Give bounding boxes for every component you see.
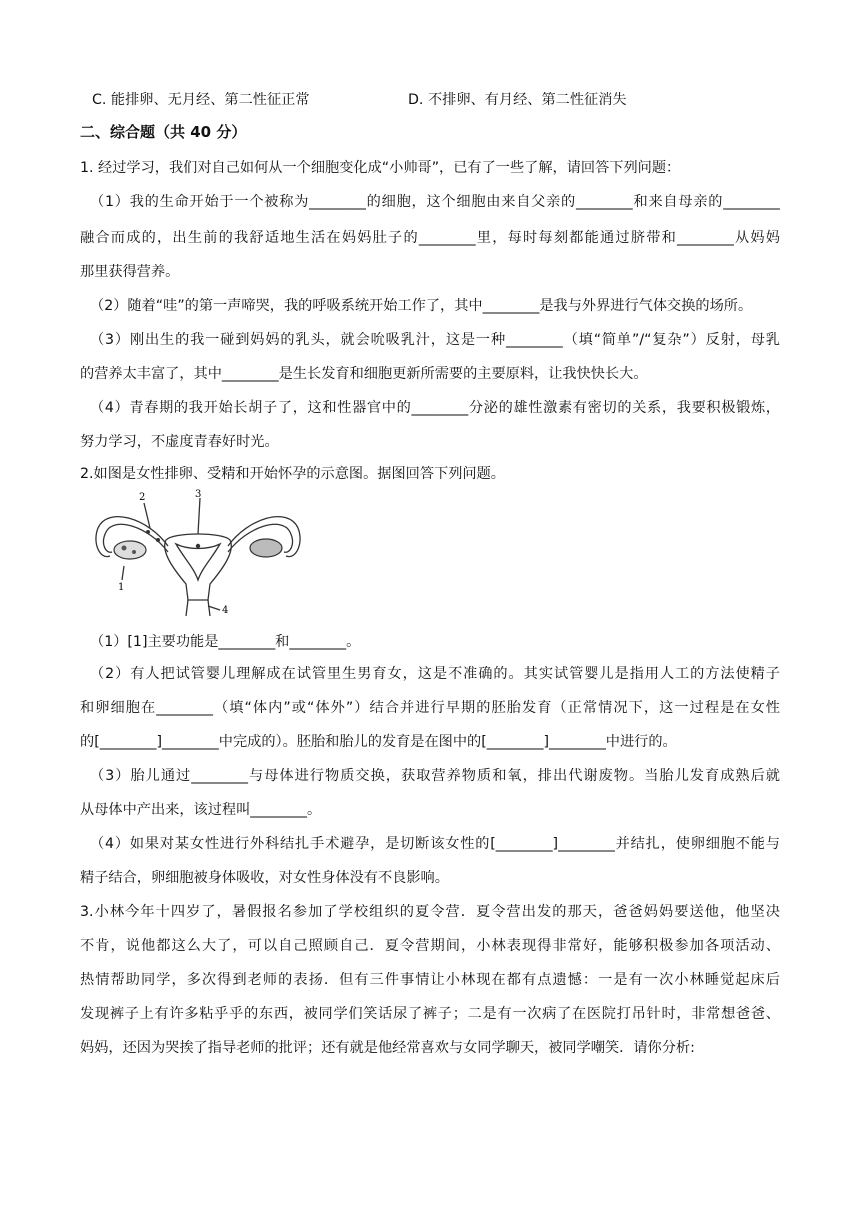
figure-label-3: 3 <box>195 489 202 500</box>
q1-part1-line3: 那里获得营养。 <box>80 264 180 280</box>
q2-part2-line1: （2）有人把试管婴儿理解成在试管里生男育女，这是不准确的。其实试管婴儿是指用人工的方法使精子 <box>90 666 780 682</box>
q3-line4: 发现裤子上有许多粘乎乎的东西，被同学们笑话尿了裤子；二是有一次病了在医院打吊针时，非常想爸爸、 <box>80 1006 780 1022</box>
female-reproductive-system-figure <box>88 488 310 620</box>
q1-part1-line2: 融合而成的，出生前的我舒适地生活在妈妈肚子的________里，每时每刻都能通过脐带和________从妈妈 <box>80 230 780 246</box>
q2-part2-line3: 的[________]________中完成的）。胚胎和胎儿的发育是在图中的[________]________中进行的。 <box>80 734 677 750</box>
section-title: 二、综合题（共 40 分） <box>80 123 247 141</box>
q2-stem: 2.如图是女性排卵、受精和开始怀孕的示意图。据图回答下列问题。 <box>80 466 505 482</box>
q2-part3-line1: （3）胎儿通过________与母体进行物质交换，获取营养物质和氧，排出代谢废物。当胎儿发育成熟后就 <box>90 768 780 784</box>
q1-part4-line2: 努力学习，不虚度青春好时光。 <box>80 434 279 450</box>
q2-part1: （1）[1]主要功能是________和________。 <box>90 634 361 650</box>
q2-part4-line2: 精子结合，卵细胞被身体吸收，对女性身体没有不良影响。 <box>80 870 449 886</box>
q2-part4-line1: （4）如果对某女性进行外科结扎手术避孕，是切断该女性的[________]________并结扎，使卵细胞不能与 <box>90 836 780 852</box>
q3-line1: 3.小林今年十四岁了，暑假报名参加了学校组织的夏令营．夏令营出发的那天，爸爸妈妈要送他，他坚决 <box>80 904 780 920</box>
right-ovary <box>250 539 282 557</box>
vagina <box>186 600 210 616</box>
option-d: D. 不排卵、有月经、第二性征消失 <box>408 92 627 108</box>
q1-stem: 1. 经过学习，我们对自己如何从一个细胞变化成“小帅哥”，已有了一些了解，请回答下列问题： <box>80 160 681 176</box>
q1-part3-line2: 的营养太丰富了，其中________是生长发育和细胞更新所需要的主要原料，让我快快长大。 <box>80 366 648 382</box>
option-c: C. 能排卵、无月经、第二性征正常 <box>92 92 310 108</box>
q2-part3-line2: 从母体中产出来，该过程叫________。 <box>80 802 322 818</box>
figure-label-4: 4 <box>222 605 229 616</box>
left-ovary <box>114 541 146 559</box>
q1-part1-line1: （1）我的生命开始于一个被称为________的细胞，这个细胞由来自父亲的________和来自母亲的________ <box>90 194 780 210</box>
q3-line3: 热情帮助同学，多次得到老师的表扬．但有三件事情让小林现在都有点遗憾：一是有一次小林睡觉起床后 <box>80 972 780 988</box>
figure-label-2: 2 <box>139 492 146 503</box>
figure-label-1: 1 <box>118 582 125 593</box>
q3-line5: 妈妈，还因为哭挨了指导老师的批评；还有就是他经常喜欢与女同学聊天，被同学嘲笑．请你分析: <box>80 1040 695 1056</box>
q2-part2-line2: 和卵细胞在________（填“体内”或“体外”）结合并进行早期的胚胎发育（正常情况下，这一过程是在女性 <box>80 700 780 716</box>
q3-line2: 不肯，说他都这么大了，可以自己照顾自己．夏令营期间，小林表现得非常好，能够积极参加各项活动、 <box>80 938 780 954</box>
q1-part3-line1: （3）刚出生的我一碰到妈妈的乳头，就会吮吸乳汁，这是一种________（填“简单”/“复杂”）反射，母乳 <box>90 332 780 348</box>
q1-part4-line1: （4）青春期的我开始长胡子了，这和性器官中的________分泌的雄性激素有密切的关系，我要积极锻炼， <box>90 400 780 416</box>
q1-part2: （2）随着“哇”的第一声啼哭，我的呼吸系统开始工作了，其中________是我与外界进行气体交换的场所。 <box>90 298 753 314</box>
